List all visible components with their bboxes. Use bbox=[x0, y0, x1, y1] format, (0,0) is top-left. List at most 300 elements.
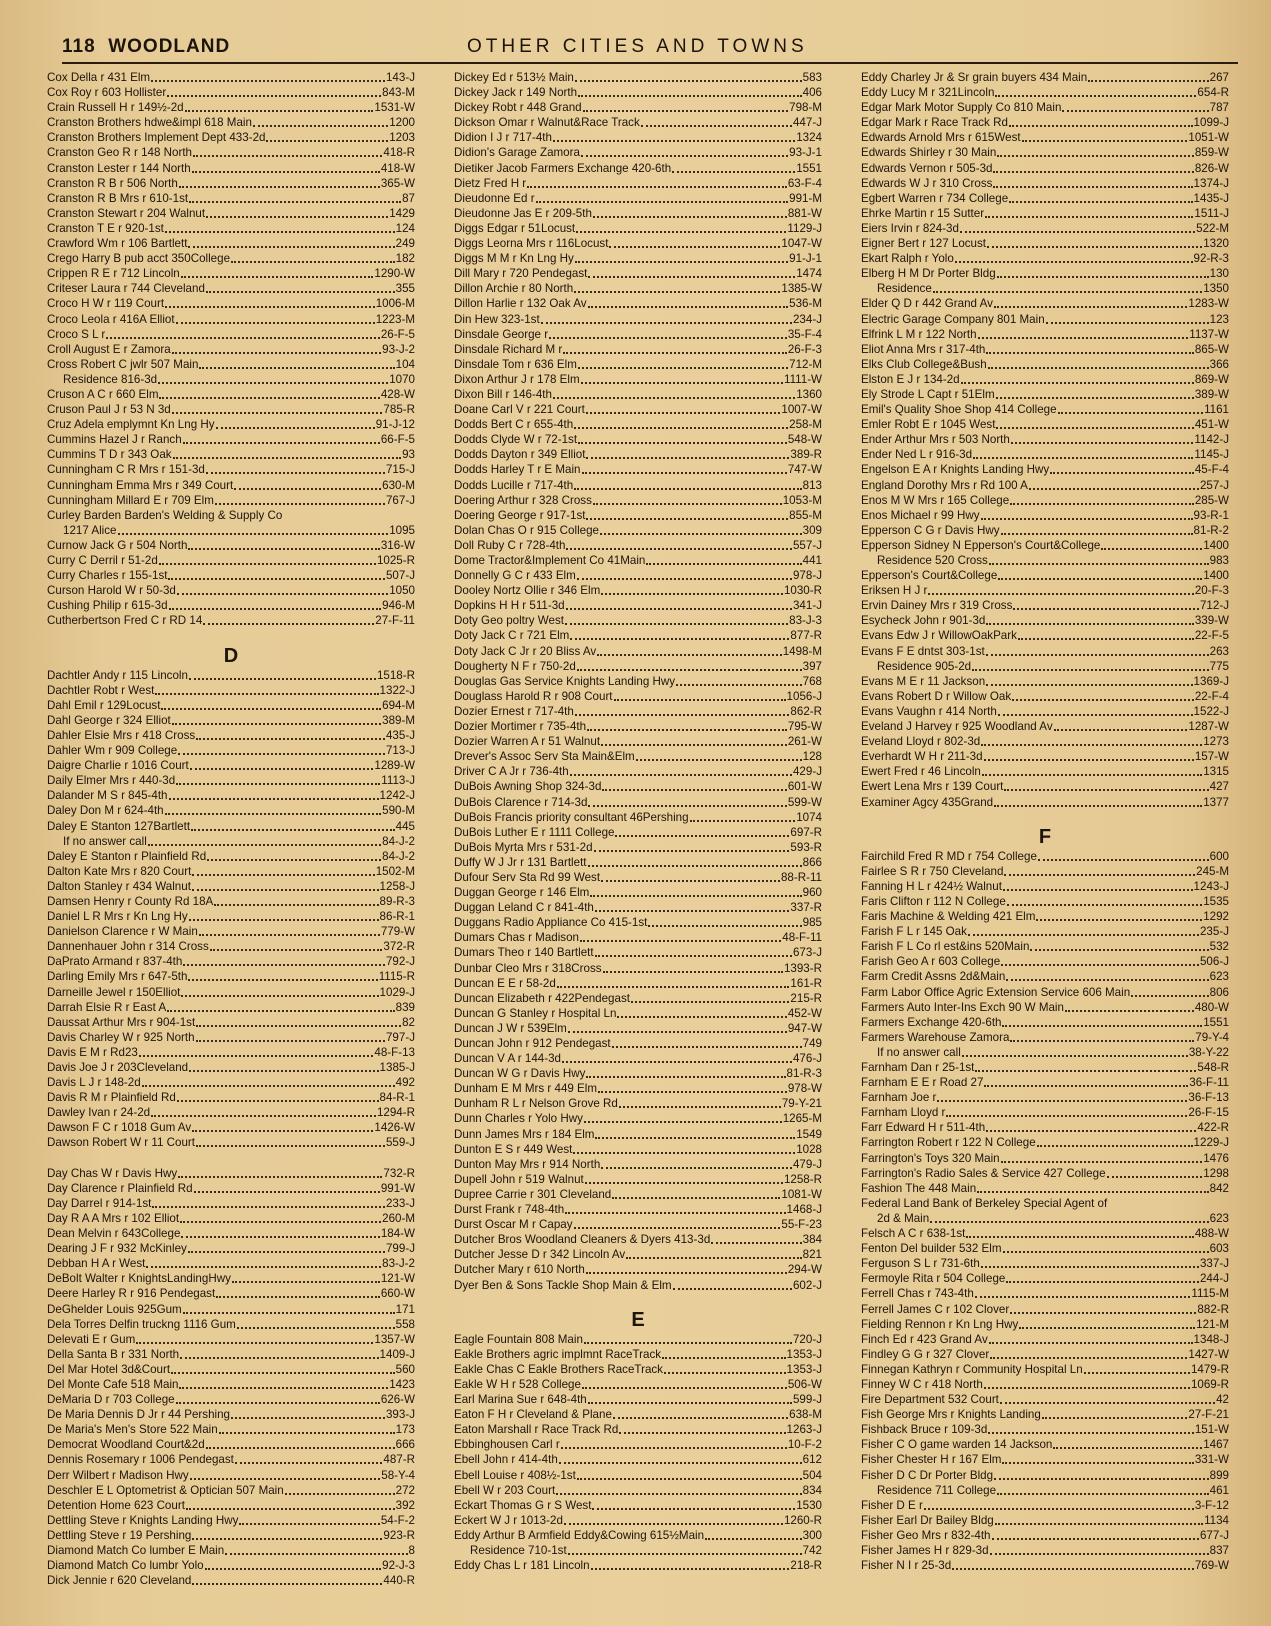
dot-leader bbox=[966, 1226, 1193, 1238]
listing-entry bbox=[47, 1422, 415, 1437]
dot-leader bbox=[672, 161, 795, 173]
dot-leader bbox=[179, 1377, 388, 1389]
listing-name: Dieudonne Jas E r 209-5th bbox=[454, 206, 592, 220]
phone-number: 1263-J bbox=[786, 1423, 822, 1437]
listing-name: Dodds Clyde W r 72-1st bbox=[454, 433, 578, 447]
phone-number: 79-Y-4 bbox=[1195, 1030, 1229, 1044]
phone-number: 84-R-1 bbox=[379, 1091, 415, 1105]
phone-number: 1283-W bbox=[1188, 297, 1229, 311]
dot-leader bbox=[580, 930, 781, 942]
dot-leader bbox=[1019, 1317, 1195, 1329]
listing-name: Dahler Wm r 909 College bbox=[47, 744, 178, 758]
dot-leader bbox=[975, 1060, 1196, 1072]
listing-name: Epperson's Court&College bbox=[861, 569, 998, 583]
dot-leader bbox=[994, 1468, 1209, 1480]
listing-name: Dodds Harley T r E Main bbox=[454, 463, 581, 477]
listing-entry bbox=[47, 1075, 415, 1090]
listing-entry bbox=[47, 447, 415, 462]
phone-number: 797-J bbox=[385, 1030, 415, 1044]
listing-name: Duncan Elizabeth r 422Pendegast bbox=[454, 991, 630, 1005]
phone-number: 151-W bbox=[1194, 1423, 1229, 1437]
phone-number: 316-W bbox=[380, 538, 415, 552]
listing-name: Eakle Brothers agric implmnt RaceTrack bbox=[454, 1347, 662, 1361]
page-header bbox=[62, 36, 1238, 64]
phone-number: 865-W bbox=[1194, 342, 1229, 356]
listing-name: Farr Edward H r 511-4th bbox=[861, 1121, 986, 1135]
listing-entry bbox=[454, 674, 822, 689]
listing-name: Cummins T D r 343 Oak bbox=[47, 448, 172, 462]
dot-leader bbox=[961, 372, 1194, 384]
dot-leader bbox=[1001, 1151, 1203, 1163]
dot-leader bbox=[192, 879, 379, 891]
phone-number: 63-F-4 bbox=[787, 176, 822, 190]
dot-leader bbox=[582, 1377, 787, 1389]
phone-number: 35-F-4 bbox=[787, 327, 822, 341]
listing-name: Douglass Harold R r 908 Court bbox=[454, 689, 613, 703]
listing-entry bbox=[861, 387, 1229, 402]
dot-leader bbox=[206, 281, 395, 293]
listing-name: Duncan John r 912 Pendegast bbox=[454, 1037, 611, 1050]
listing-name: Dieudonne Ed r bbox=[454, 191, 535, 205]
dot-leader bbox=[575, 704, 790, 716]
dot-leader bbox=[285, 1483, 395, 1495]
listing-name: Driver C A Jr r 736-4th bbox=[454, 765, 569, 779]
listing-entry bbox=[454, 1362, 822, 1377]
dot-leader bbox=[989, 1332, 1193, 1344]
dot-leader bbox=[180, 1347, 378, 1359]
listing-name: Duncan G Stanley r Hospital Ln bbox=[454, 1006, 617, 1020]
dot-leader bbox=[574, 1217, 781, 1229]
listing-entry bbox=[454, 734, 822, 749]
listing-name: Residence 816-3d bbox=[63, 372, 158, 386]
phone-number: 93-J-1 bbox=[789, 146, 822, 160]
listing-entry bbox=[454, 130, 822, 145]
phone-number: 1200 bbox=[389, 116, 415, 130]
listing-entry bbox=[454, 145, 822, 160]
listing-entry bbox=[861, 1135, 1229, 1150]
phone-number: 532 bbox=[1209, 940, 1229, 954]
dot-leader bbox=[146, 1256, 381, 1268]
listing-entry bbox=[454, 598, 822, 613]
listing-name: Cushing Philip r 615-3d bbox=[47, 599, 168, 613]
listing-entry bbox=[47, 1030, 415, 1045]
listing-name: Dietiker Jacob Farmers Exchange 420-6th bbox=[454, 161, 672, 175]
listing-name: Eliot Anna Mrs r 317-4th bbox=[861, 342, 986, 356]
listing-entry bbox=[47, 130, 415, 145]
dot-leader bbox=[1036, 909, 1202, 921]
phone-number: 258-M bbox=[789, 418, 822, 432]
dot-leader bbox=[177, 1090, 379, 1102]
phone-number: 1426-W bbox=[374, 1121, 415, 1135]
listing-entry bbox=[47, 819, 415, 834]
listing-entry bbox=[47, 1573, 415, 1588]
listing-name: Fisher D E r bbox=[861, 1498, 923, 1512]
listing-entry bbox=[47, 1000, 415, 1015]
dot-leader bbox=[993, 176, 1192, 188]
phone-number: 590-M bbox=[382, 804, 415, 818]
phone-number: 732-R bbox=[383, 1166, 415, 1180]
phone-number: 157-W bbox=[1194, 750, 1229, 764]
phone-number: 991-W bbox=[380, 1181, 415, 1195]
listing-entry bbox=[861, 296, 1229, 311]
dot-leader bbox=[215, 493, 385, 505]
dot-leader bbox=[1006, 1271, 1199, 1283]
phone-number: 602-J bbox=[792, 1278, 822, 1292]
phone-number: 612 bbox=[802, 1453, 822, 1467]
listing-name: Dahl Emil r 129Locust bbox=[47, 698, 161, 712]
listing-entry bbox=[47, 342, 415, 357]
dot-leader bbox=[232, 1271, 380, 1283]
dot-leader bbox=[239, 1513, 379, 1525]
listing-entry bbox=[454, 659, 822, 674]
phone-number: 1350 bbox=[1203, 282, 1229, 296]
dot-leader bbox=[1003, 879, 1193, 891]
dot-leader bbox=[662, 1347, 786, 1359]
listing-entry bbox=[47, 1528, 415, 1543]
section-title: OTHER CITIES AND TOWNS bbox=[467, 36, 808, 57]
listing-name: England Dorothy Mrs r Rd 100 A bbox=[861, 478, 1028, 492]
phone-number: 638-M bbox=[789, 1408, 822, 1422]
dot-leader bbox=[167, 85, 381, 97]
phone-number: 1531-W bbox=[374, 101, 415, 115]
listing-name: DeMaria D r 703 College bbox=[47, 1393, 175, 1407]
listing-name: Dome Tractor&Implement Co 41Main bbox=[454, 554, 646, 567]
listing-name: Dannenhauer John r 314 Cross bbox=[47, 940, 209, 954]
listing-name: Ferrell James C r 102 Clover bbox=[861, 1302, 1010, 1316]
phone-number: 1137-W bbox=[1189, 327, 1229, 341]
listing-name: Diggs Leorna Mrs r 116Locust bbox=[454, 237, 609, 251]
dot-leader bbox=[982, 764, 1202, 776]
dot-leader bbox=[561, 1437, 787, 1449]
dot-leader bbox=[601, 1157, 792, 1169]
listing-name: Elfrink L M r 122 North bbox=[861, 327, 977, 341]
phone-number: 1287-W bbox=[1188, 720, 1229, 734]
dot-leader bbox=[592, 1498, 795, 1510]
dot-leader bbox=[180, 1211, 381, 1223]
dot-leader bbox=[617, 1006, 786, 1018]
listing-entry bbox=[861, 327, 1229, 342]
listing-entry bbox=[861, 342, 1229, 357]
dot-leader bbox=[1088, 70, 1208, 82]
listing-name: Diamond Match Co lumber E Main bbox=[47, 1544, 225, 1557]
dot-leader bbox=[711, 1232, 801, 1244]
dot-leader bbox=[626, 1247, 801, 1259]
listing-name: Dunham E M Mrs r 449 Elm bbox=[454, 1082, 598, 1096]
listing-entry bbox=[861, 1151, 1229, 1166]
dot-leader bbox=[237, 1317, 395, 1329]
dot-leader bbox=[556, 1483, 801, 1495]
listing-entry bbox=[47, 728, 415, 743]
dot-leader bbox=[199, 357, 394, 369]
dot-leader bbox=[225, 1543, 407, 1555]
listing-name: Donnelly G C r 433 Elm bbox=[454, 569, 576, 583]
listing-name: Cox Della r 431 Elm bbox=[47, 71, 151, 84]
listing-name: Eriksen H J r bbox=[861, 584, 928, 598]
dot-leader bbox=[641, 115, 792, 127]
listing-name: Didion's Garage Zamora bbox=[454, 146, 580, 160]
listing-name: Dufour Serv Sta Rd 99 West bbox=[454, 870, 601, 884]
listing-name: Della Santa B r 331 North bbox=[47, 1347, 180, 1361]
phone-number: 447-J bbox=[792, 116, 822, 130]
listing-entry bbox=[861, 1286, 1229, 1301]
phone-number: 787 bbox=[1209, 101, 1229, 115]
listing-entry bbox=[47, 1407, 415, 1422]
listing-entry bbox=[861, 478, 1229, 493]
phone-number: 1115-R bbox=[378, 970, 415, 984]
listing-entry bbox=[861, 1166, 1229, 1181]
dot-leader bbox=[924, 1498, 1194, 1510]
listing-name: Dawson Robert W r 11 Court bbox=[47, 1136, 195, 1150]
listing-name: Felsch A C r 638-1st bbox=[861, 1227, 966, 1241]
phone-number: 855-M bbox=[789, 508, 822, 522]
phone-number: 81-R-3 bbox=[786, 1067, 822, 1081]
dot-leader bbox=[952, 1558, 1194, 1570]
listing-entry bbox=[47, 1060, 415, 1075]
dot-leader bbox=[988, 357, 1209, 369]
listing-name: Eveland J Harvey r 925 Woodland Av bbox=[861, 720, 1053, 734]
dot-leader bbox=[574, 417, 788, 429]
listing-name: DeBolt Walter r KnightsLandingHwy bbox=[47, 1272, 231, 1286]
listing-entry bbox=[47, 864, 415, 879]
phone-number: 235-J bbox=[1199, 925, 1229, 939]
listing-entry bbox=[47, 698, 415, 713]
listing-name: De Maria's Men's Store 522 Main bbox=[47, 1423, 218, 1437]
dot-leader bbox=[577, 1468, 802, 1480]
listing-name: Dettling Steve r 19 Pershing bbox=[47, 1528, 192, 1542]
dot-leader bbox=[189, 909, 379, 921]
listing-entry bbox=[454, 1528, 822, 1543]
listing-name: Eigner Bert r 127 Locust bbox=[861, 237, 987, 251]
listing-name: DuBois Francis priority consultant 46Pershing bbox=[454, 810, 689, 824]
phone-number: 83-J-2 bbox=[382, 1257, 415, 1271]
listing-entry bbox=[454, 342, 822, 357]
listing-name: Deschler E L Optometrist & Optician 507 Main bbox=[47, 1483, 284, 1497]
dot-leader bbox=[1010, 1302, 1196, 1314]
listing-name: Daigre Charlie r 1016 Court bbox=[47, 759, 189, 773]
listing-entry bbox=[454, 176, 822, 191]
listing-name: Davis L J r 148-2d bbox=[47, 1076, 141, 1090]
listing-name: Dahl George r 324 Elliot bbox=[47, 713, 171, 727]
phone-number: 882-R bbox=[1197, 1302, 1229, 1316]
listing-name: Evans F E dntst 303-1st bbox=[861, 644, 985, 658]
dot-leader bbox=[165, 221, 395, 233]
phone-number: 1289-W bbox=[374, 759, 415, 773]
listing-entry bbox=[861, 1241, 1229, 1256]
dot-leader bbox=[142, 1075, 395, 1087]
listing-entry bbox=[47, 1377, 415, 1392]
listing-name: Darling Emily Mrs r 647-5th bbox=[47, 970, 188, 984]
phone-number: 1161 bbox=[1204, 403, 1229, 417]
listing-entry bbox=[47, 1483, 415, 1498]
phone-number: 1260-R bbox=[783, 1513, 822, 1527]
section-letter-heading: D bbox=[223, 644, 239, 667]
dot-leader bbox=[676, 674, 802, 686]
dot-leader bbox=[576, 221, 786, 233]
phone-number: 601-W bbox=[787, 780, 822, 794]
listing-entry bbox=[454, 553, 822, 568]
listing-entry bbox=[454, 357, 822, 372]
phone-number: 826-W bbox=[1194, 161, 1229, 175]
listing-entry bbox=[47, 939, 415, 954]
listing-name: Ehrke Martin r 15 Sutter bbox=[861, 206, 985, 220]
phone-number: 557-J bbox=[792, 538, 822, 552]
dot-leader bbox=[181, 985, 378, 997]
listing-name: Doane Carl V r 221 Court bbox=[454, 403, 585, 417]
listing-entry bbox=[861, 1483, 1229, 1498]
phone-number: 1203 bbox=[389, 131, 415, 145]
dot-leader bbox=[588, 296, 789, 308]
phone-number: 389-R bbox=[790, 448, 822, 462]
phone-number: 173 bbox=[395, 1423, 415, 1437]
phone-number: 798-M bbox=[789, 101, 822, 115]
listing-name: Crawford Wm r 106 Bartlett bbox=[47, 237, 188, 251]
phone-number: 1474 bbox=[796, 267, 822, 281]
dot-leader bbox=[196, 728, 385, 740]
dot-leader bbox=[997, 266, 1209, 278]
listing-entry bbox=[861, 1362, 1229, 1377]
directory-column-2 bbox=[454, 70, 822, 1573]
dot-leader bbox=[206, 462, 385, 474]
dot-leader bbox=[106, 327, 380, 339]
phone-number: 372-R bbox=[383, 940, 415, 954]
dot-leader bbox=[194, 1181, 380, 1193]
listing-entry bbox=[454, 493, 822, 508]
listing-name: Dutcher Bros Woodland Cleaners & Dyers 413-3d bbox=[454, 1233, 711, 1247]
listing-name: Cruz Adela emplymnt Kn Lng Hy bbox=[47, 418, 215, 432]
phone-number: 339-W bbox=[1194, 614, 1229, 628]
dot-leader bbox=[169, 788, 379, 800]
dot-leader bbox=[664, 1362, 786, 1374]
phone-number: 261-W bbox=[787, 735, 822, 749]
dot-leader bbox=[192, 864, 374, 876]
listing-entry bbox=[861, 659, 1229, 674]
phone-number: 27-F-11 bbox=[375, 614, 415, 628]
phone-number: 1353-J bbox=[786, 1362, 822, 1376]
listing-entry bbox=[454, 236, 822, 251]
phone-number: 83-J-3 bbox=[789, 614, 822, 628]
listing-name: Elberg H M Dr Porter Bldg bbox=[861, 267, 996, 281]
dot-leader bbox=[179, 176, 380, 188]
listing-entry bbox=[454, 1392, 822, 1407]
dot-leader bbox=[192, 161, 380, 173]
listing-name: Dickey Jack r 149 North bbox=[454, 86, 578, 100]
phone-number: 267 bbox=[1209, 71, 1229, 84]
phone-number: 218-R bbox=[790, 1559, 822, 1573]
dot-leader bbox=[578, 357, 788, 369]
listing-name: Ender Ned L r 916-3d bbox=[861, 448, 973, 462]
listing-name: Cross Robert C jwlr 507 Main bbox=[47, 357, 199, 371]
listing-name: Doty Jack C r 721 Elm bbox=[454, 629, 570, 643]
phone-number: 452-W bbox=[787, 1006, 822, 1020]
dot-leader bbox=[612, 1187, 780, 1199]
phone-number: 121-W bbox=[380, 1272, 415, 1286]
phone-number: 599-J bbox=[792, 1393, 822, 1407]
listing-name: Elks Club College&Bush bbox=[861, 357, 987, 371]
listing-entry bbox=[454, 206, 822, 221]
phone-number: 1258-R bbox=[783, 1172, 822, 1186]
dot-leader bbox=[619, 1096, 781, 1108]
listing-name: Dunton E S r 449 West bbox=[454, 1142, 573, 1156]
listing-entry bbox=[47, 1347, 415, 1362]
listing-name: Dettling Steve r Knights Landing Hwy bbox=[47, 1513, 239, 1527]
listing-name: Daussat Arthur Mrs r 904-1st bbox=[47, 1015, 196, 1029]
listing-entry bbox=[47, 954, 415, 969]
phone-number: 1006-M bbox=[375, 297, 415, 311]
dot-leader bbox=[183, 432, 380, 444]
dot-leader bbox=[570, 764, 792, 776]
dot-leader bbox=[1101, 538, 1202, 550]
listing-entry bbox=[47, 909, 415, 924]
listing-entry bbox=[861, 1513, 1229, 1528]
phone-number: 720-J bbox=[792, 1332, 822, 1346]
listing-name: Dela Torres Delfin truckng 1116 Gum bbox=[47, 1317, 236, 1331]
listing-entry bbox=[861, 432, 1229, 447]
phone-number: 626-W bbox=[380, 1393, 415, 1407]
phone-number: 522-M bbox=[1196, 221, 1229, 235]
phone-number: 93-R-1 bbox=[1193, 508, 1229, 522]
listing-entry bbox=[454, 1187, 822, 1202]
phone-number: 392 bbox=[395, 1498, 415, 1512]
listing-name: DuBois Myrta Mrs r 531-2d bbox=[454, 840, 593, 854]
dot-leader bbox=[705, 1528, 802, 1540]
listing-entry bbox=[861, 568, 1229, 583]
dot-leader bbox=[1131, 985, 1209, 997]
dot-leader bbox=[602, 779, 786, 791]
phone-number: 673-J bbox=[792, 946, 822, 960]
listing-name: Ely Strode L Capt r 51Elm bbox=[861, 387, 995, 401]
phone-number: 92-R-3 bbox=[1193, 252, 1229, 266]
listing-entry bbox=[454, 1111, 822, 1126]
phone-number: 548-R bbox=[1197, 1061, 1229, 1074]
dot-leader bbox=[118, 523, 389, 535]
listing-entry bbox=[454, 1278, 822, 1293]
dot-leader bbox=[595, 1127, 795, 1139]
dot-leader bbox=[578, 432, 787, 444]
listing-entry bbox=[47, 1558, 415, 1573]
listing-name: Dawson F C r 1018 Gum Av bbox=[47, 1121, 192, 1135]
phone-number: 341-J bbox=[792, 599, 822, 613]
listing-entry bbox=[861, 1211, 1229, 1226]
listing-name: Dinsdale Tom r 636 Elm bbox=[454, 357, 577, 371]
directory-column-3 bbox=[861, 70, 1229, 1573]
listing-name: Fire Department 532 Court bbox=[861, 1393, 999, 1407]
listing-entry bbox=[47, 191, 415, 206]
dot-leader bbox=[577, 568, 792, 580]
listing-entry bbox=[454, 1172, 822, 1187]
listing-entry bbox=[47, 538, 415, 553]
phone-number: 960 bbox=[802, 886, 822, 900]
listing-name: Everhardt W H r 211-3d bbox=[861, 750, 983, 764]
listing-entry bbox=[47, 1226, 415, 1241]
listing-entry bbox=[454, 583, 822, 598]
dot-leader bbox=[981, 508, 1193, 520]
listing-entry bbox=[47, 206, 415, 221]
dot-leader bbox=[196, 1030, 385, 1042]
phone-number: 123 bbox=[1209, 312, 1229, 326]
phone-number: 487-R bbox=[383, 1453, 415, 1467]
listing-entry bbox=[454, 1452, 822, 1467]
phone-number: 1551 bbox=[1203, 1015, 1229, 1029]
phone-number: 161-R bbox=[790, 976, 822, 990]
listing-entry bbox=[861, 553, 1229, 568]
phone-number: 769-W bbox=[1194, 1559, 1229, 1573]
dot-leader bbox=[191, 819, 395, 831]
dot-leader bbox=[566, 538, 792, 550]
listing-name: Dickey Ed r 513½ Main bbox=[454, 71, 574, 84]
listing-name: Dodds Bert C r 655-4th bbox=[454, 418, 574, 432]
listing-entry bbox=[861, 894, 1229, 909]
phone-number: 1030-R bbox=[783, 584, 822, 598]
